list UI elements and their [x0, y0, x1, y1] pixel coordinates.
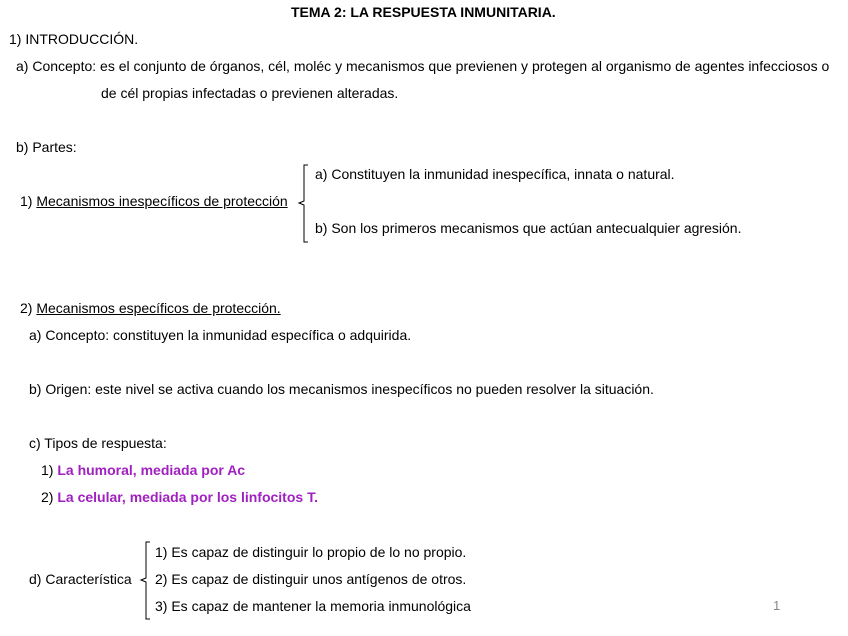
especificos-origen: b) Origen: este nivel se activa cuando los mecanismos inespecíficos no pueden resolver la situación.: [29, 381, 654, 397]
caracteristica-3: 3) Es capaz de mantener la memoria inmunológica: [155, 598, 471, 614]
concepto-line-1: a) Concepto: es el conjunto de órganos, cél, moléc y mecanismos que previenen y protegen al organismo de agentes infecciosos o: [16, 58, 830, 74]
caracteristica-label: d) Característica: [29, 571, 132, 587]
concepto-line-2: de cél propias infectadas o previenen alteradas.: [101, 85, 399, 101]
especificos-label: Mecanismos específicos de protección.: [36, 300, 281, 316]
especificos-prefix: 2): [20, 300, 37, 316]
especificos-heading: [20, 300, 281, 316]
tipo-celular-num: 2): [41, 489, 58, 505]
tipo-celular-text: La celular, mediada por los linfocitos T.: [57, 489, 318, 505]
inespecificos-label: Mecanismos inespecíficos de protección: [36, 193, 288, 209]
caracteristica-brace: [140, 541, 152, 621]
tipo-humoral-num: 1): [41, 462, 58, 478]
caracteristica-1: 1) Es capaz de distinguir lo propio de lo no propio.: [155, 544, 467, 560]
inespecificos-heading: [20, 193, 288, 209]
inespecificos-item-b: b) Son los primeros mecanismos que actúan antecualquier agresión.: [315, 220, 742, 236]
caracteristica-2: 2) Es capaz de distinguir unos antígenos de otros.: [155, 571, 467, 587]
inespecificos-prefix: 1): [20, 193, 37, 209]
inespecificos-brace: [298, 164, 310, 244]
tipo-humoral: [41, 462, 245, 478]
page-number: 1: [773, 598, 781, 613]
page-title: TEMA 2: LA RESPUESTA INMUNITARIA.: [291, 4, 556, 20]
inespecificos-item-a: a) Constituyen la inmunidad inespecífica, innata o natural.: [315, 166, 675, 182]
tipos-label: c) Tipos de respuesta:: [29, 435, 167, 451]
especificos-concepto: a) Concepto: constituyen la inmunidad específica o adquirida.: [29, 327, 412, 343]
partes-label: b) Partes:: [16, 139, 77, 155]
intro-heading: 1) INTRODUCCIÓN.: [9, 31, 139, 47]
tipo-humoral-text: La humoral, mediada por Ac: [57, 462, 246, 478]
tipo-celular: [41, 489, 318, 505]
